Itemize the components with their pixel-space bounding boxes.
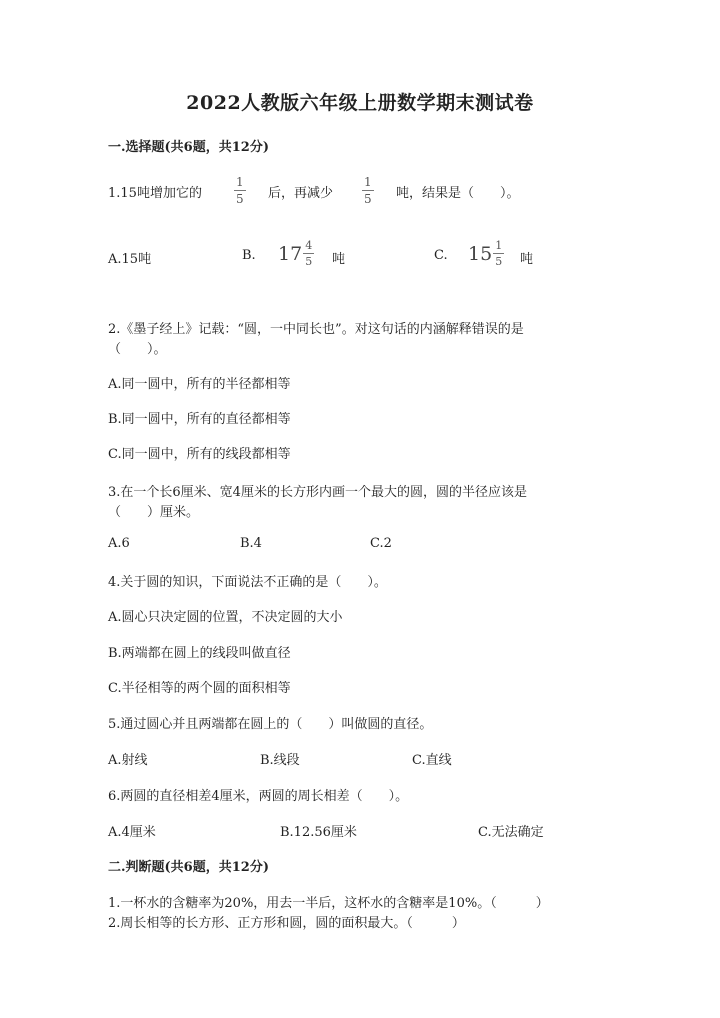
question-4-line-1: 4.关于圆的知识，下面说法不正确的是（ ）。 — [108, 575, 387, 590]
question-5-option-a: A.射线 — [108, 753, 148, 768]
section-heading-choice: 一.选择题(共6题，共12分) — [108, 140, 269, 155]
question-3-option-b: B.4 — [240, 536, 262, 551]
fraction-denominator: 5 — [305, 255, 313, 268]
question-4-option-b: B.两端都在圆上的线段叫做直径 — [108, 646, 291, 661]
fraction-numerator: 4 — [305, 239, 313, 252]
question-1-part2: 后，再减少 — [268, 186, 334, 201]
section-heading-judgement: 二.判断题(共6题，共12分) — [108, 860, 269, 875]
question-2-line-1: 2.《墨子经上》记载：“圆，一中同长也”。对这句话的内涵解释错误的是 — [108, 322, 524, 337]
fraction-numerator: 1 — [364, 175, 372, 189]
mixed-whole: 15 — [468, 242, 493, 265]
question-2-option-b: B.同一圆中，所有的直径都相等 — [108, 412, 291, 427]
question-1-option-b-unit: 吨 — [332, 252, 346, 267]
question-1-option-b-label: B. — [242, 248, 256, 263]
fraction-denominator: 5 — [236, 192, 244, 206]
question-1-part1: 1.15吨增加它的 — [108, 186, 202, 201]
question-3-option-c: C.2 — [370, 536, 392, 551]
question-6-option-c: C.无法确定 — [478, 825, 544, 840]
mixed-whole: 17 — [278, 242, 303, 265]
fraction-numerator: 1 — [495, 239, 503, 252]
judgement-2: 2.周长相等的长方形、正方形和圆，圆的面积最大。（ ） — [108, 916, 465, 931]
question-2-option-c: C.同一圆中，所有的线段都相等 — [108, 447, 291, 462]
question-2-line-2: （ ）。 — [108, 342, 167, 357]
question-3-line-2: （ ）厘米。 — [108, 505, 200, 520]
question-3-option-a: A.6 — [108, 536, 130, 551]
question-1-option-c-label: C. — [434, 248, 448, 263]
question-6-option-a: A.4厘米 — [108, 825, 156, 840]
question-3-line-1: 3.在一个长6厘米、宽4厘米的长方形内画一个最大的圆，圆的半径应该是 — [108, 485, 527, 500]
question-1-part3: 吨，结果是（ ）。 — [396, 186, 520, 201]
question-5-option-b: B.线段 — [260, 753, 300, 768]
question-1-fraction-1 — [234, 176, 246, 205]
question-4-option-c: C.半径相等的两个圆的面积相等 — [108, 681, 291, 696]
question-1-option-a: A.15吨 — [108, 252, 152, 267]
question-1-fraction-2 — [362, 176, 374, 205]
question-1-option-b-mixed-number — [278, 240, 314, 267]
question-1-option-c-unit: 吨 — [520, 252, 534, 267]
fraction-numerator: 1 — [236, 175, 244, 189]
question-5-line-1: 5.通过圆心并且两端都在圆上的（ ）叫做圆的直径。 — [108, 717, 433, 732]
fraction-denominator: 5 — [495, 255, 503, 268]
question-5-option-c: C.直线 — [412, 753, 452, 768]
page-title: 2022人教版六年级上册数学期末测试卷 — [186, 92, 534, 114]
fraction-denominator: 5 — [364, 192, 372, 206]
question-1-option-c-mixed-number — [468, 240, 504, 267]
question-4-option-a: A.圆心只决定圆的位置，不决定圆的大小 — [108, 610, 343, 625]
question-2-option-a: A.同一圆中，所有的半径都相等 — [108, 377, 291, 392]
judgement-1: 1.一杯水的含糖率为20%，用去一半后，这杯水的含糖率是10%。（ ） — [108, 896, 549, 911]
question-6-option-b: B.12.56厘米 — [280, 825, 357, 840]
question-6-line-1: 6.两圆的直径相差4厘米，两圆的周长相差（ ）。 — [108, 789, 409, 804]
